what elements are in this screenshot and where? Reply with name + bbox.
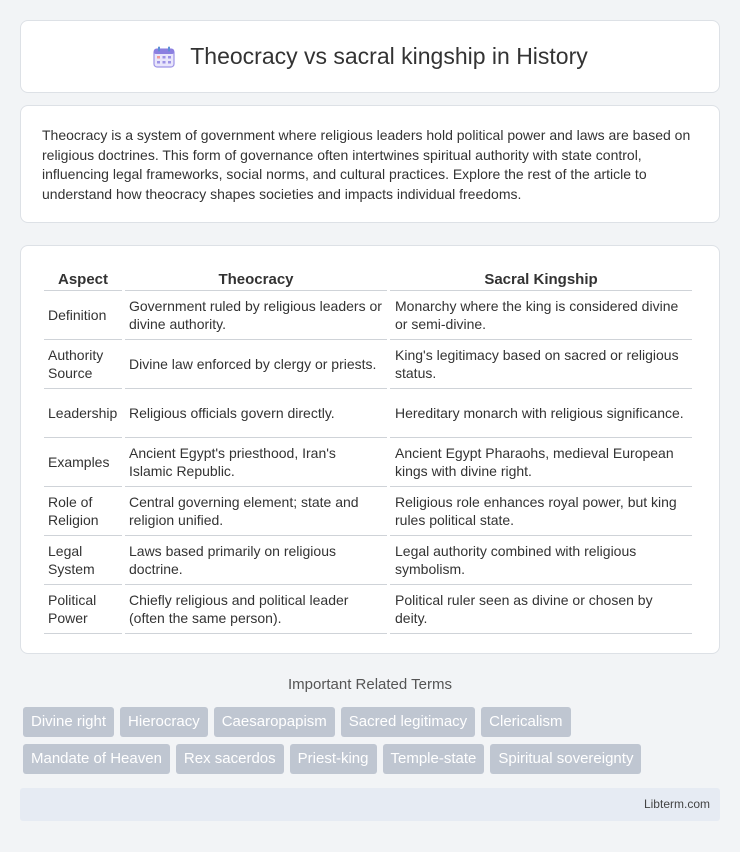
table-card bbox=[20, 245, 720, 654]
tag-row bbox=[23, 744, 723, 774]
calendar-icon bbox=[152, 45, 176, 69]
page-title: Theocracy vs sacral kingship in History bbox=[190, 43, 588, 69]
title-wrap bbox=[152, 43, 588, 70]
table-row bbox=[44, 487, 692, 536]
comparison-table bbox=[41, 266, 695, 634]
tag-priest-king[interactable]: Priest-king bbox=[290, 744, 377, 774]
tag-sacred-legitimacy[interactable]: Sacred legitimacy bbox=[341, 707, 475, 737]
table-row bbox=[44, 389, 692, 438]
cell-aspect: Political Power bbox=[44, 585, 122, 634]
tag-row bbox=[23, 707, 723, 737]
intro-card bbox=[20, 105, 720, 223]
table-row bbox=[44, 438, 692, 487]
cell-theocracy: Ancient Egypt's priesthood, Iran's Islamic Republic. bbox=[125, 438, 387, 487]
cell-aspect: Authority Source bbox=[44, 340, 122, 389]
header-card bbox=[20, 20, 720, 93]
cell-sacral: Religious role enhances royal power, but king rules political state. bbox=[390, 487, 692, 536]
cell-theocracy: Religious officials govern directly. bbox=[125, 389, 387, 438]
cell-theocracy: Chiefly religious and political leader (often the same person). bbox=[125, 585, 387, 634]
cell-theocracy: Laws based primarily on religious doctrine. bbox=[125, 536, 387, 585]
tag-rex-sacerdos[interactable]: Rex sacerdos bbox=[176, 744, 284, 774]
table-row bbox=[44, 536, 692, 585]
related-terms-title: Important Related Terms bbox=[288, 676, 452, 693]
cell-theocracy: Government ruled by religious leaders or divine authority. bbox=[125, 291, 387, 340]
cell-sacral: Hereditary monarch with religious significance. bbox=[390, 389, 692, 438]
cell-sacral: Legal authority combined with religious symbolism. bbox=[390, 536, 692, 585]
cell-sacral: Ancient Egypt Pharaohs, medieval European kings with divine right. bbox=[390, 438, 692, 487]
cell-aspect: Definition bbox=[44, 291, 122, 340]
header-aspect: Aspect bbox=[44, 266, 122, 291]
cell-sacral: King's legitimacy based on sacred or religious status. bbox=[390, 340, 692, 389]
related-terms bbox=[23, 707, 723, 781]
cell-theocracy: Divine law enforced by clergy or priests. bbox=[125, 340, 387, 389]
cell-sacral: Political ruler seen as divine or chosen by deity. bbox=[390, 585, 692, 634]
header-theocracy: Theocracy bbox=[125, 266, 387, 291]
tag-temple-state[interactable]: Temple-state bbox=[383, 744, 485, 774]
header-sacral-kingship: Sacral Kingship bbox=[390, 266, 692, 291]
cell-aspect: Legal System bbox=[44, 536, 122, 585]
table-row bbox=[44, 585, 692, 634]
intro-text: Theocracy is a system of government where religious leaders hold political power and laws are based on religious doctrines. This form of governance often intertwines spiritual authority with state control, influencing legal frameworks, social norms, and cultural practices. Explore the rest of the article to understand how theocracy shapes societies and impacts individual freedoms. bbox=[42, 127, 691, 202]
tag-clericalism[interactable]: Clericalism bbox=[481, 707, 570, 737]
cell-theocracy: Central governing element; state and religion unified. bbox=[125, 487, 387, 536]
cell-aspect: Leadership bbox=[44, 389, 122, 438]
tag-caesaropapism[interactable]: Caesaropapism bbox=[214, 707, 335, 737]
cell-sacral: Monarchy where the king is considered divine or semi-divine. bbox=[390, 291, 692, 340]
table-row bbox=[44, 340, 692, 389]
table-header-row bbox=[44, 266, 692, 291]
footer bbox=[20, 788, 720, 821]
tag-mandate-of-heaven[interactable]: Mandate of Heaven bbox=[23, 744, 170, 774]
tag-divine-right[interactable]: Divine right bbox=[23, 707, 114, 737]
footer-site-link[interactable]: Libterm.com bbox=[643, 797, 710, 811]
table-row bbox=[44, 291, 692, 340]
tag-spiritual-sovereignty[interactable]: Spiritual sovereignty bbox=[490, 744, 641, 774]
cell-aspect: Examples bbox=[44, 438, 122, 487]
tag-hierocracy[interactable]: Hierocracy bbox=[120, 707, 208, 737]
cell-aspect: Role of Religion bbox=[44, 487, 122, 536]
